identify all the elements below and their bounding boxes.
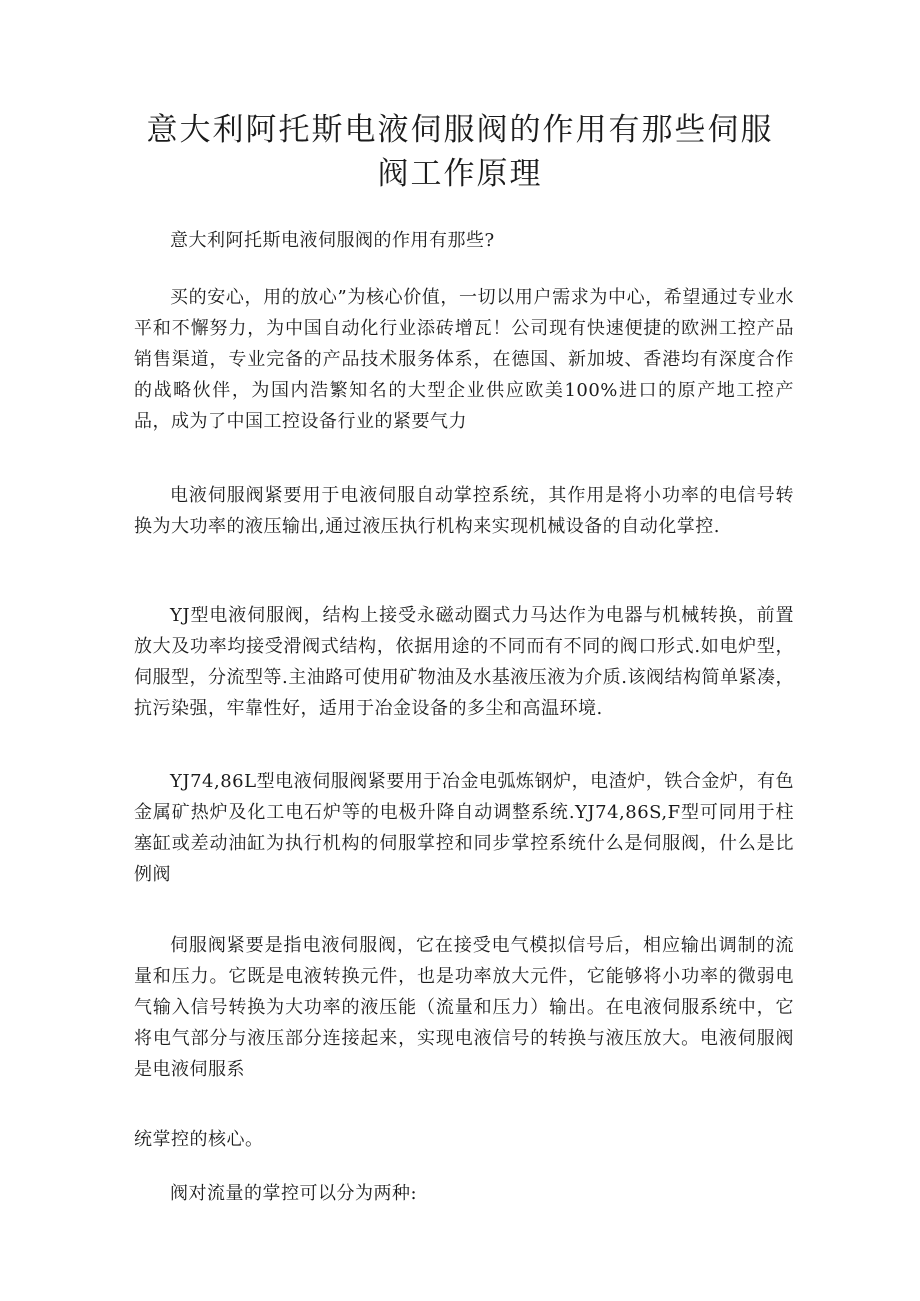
paragraph-question: 意大利阿托斯电液伺服阀的作用有那些?	[170, 230, 495, 251]
document-title	[120, 108, 800, 196]
paragraph-flow-control: 阀对流量的掌控可以分为两种:	[170, 1183, 418, 1204]
paragraph-servo-core: 统掌控的核心。	[134, 1129, 264, 1150]
paragraph-servo-valve-definition: 伺服阀紧要是指电液伺服阀，它在接受电气模拟信号后，相应输出调制的流量和压力。它既是电液转换元件，也是功率放大元件，它能够将小功率的微弱电气输入信号转换为大功率的液压能（流量和压力）输出。在电液伺服系统中，它将电气部分与液压部分连接起来，实现电液信号的转换与液压放大。电液伺服阀是电液伺服系	[134, 935, 794, 1080]
title-line-2: 阀工作原理	[377, 156, 543, 192]
paragraph-servo-function: 电液伺服阀紧要用于电液伺服自动掌控系统，其作用是将小功率的电信号转换为大功率的液压输出,通过液压执行机构来实现机械设备的自动化掌控.	[134, 485, 794, 537]
paragraph-yj74-86: YJ74,86L型电液伺服阀紧要用于冶金电弧炼钢炉，电渣炉，铁合金炉，有色金属矿热炉及化工电石炉等的电极升降自动调整系统.YJ74,86S,F型可同用于柱塞缸或差动油缸为执行机构的伺服掌控和同步掌控系统什么是伺服阀，什么是比例阀	[134, 771, 794, 885]
title-line-1: 意大利阿托斯电液伺服阀的作用有那些伺服	[146, 112, 774, 148]
paragraph-yj-type: YJ型电液伺服阀，结构上接受永磁动圈式力马达作为电器与机械转换，前置放大及功率均接受滑阀式结构，依据用途的不同而有不同的阀口形式.如电炉型，伺服型，分流型等.主油路可使用矿物油及水基液压液为介质.该阀结构简单紧凑，抗污染强，牢靠性好，适用于冶金设备的多尘和高温环境.	[134, 605, 794, 719]
paragraph-company: 买的安心，用的放心”为核心价值，一切以用户需求为中心，希望通过专业水平和不懈努力，为中国自动化行业添砖增瓦！公司现有快速便捷的欧洲工控产品销售渠道，专业完备的产品技术服务体系，在德国、新加坡、香港均有深度合作的战略伙伴，为国内浩繁知名的大型企业供应欧美100%进口的原产地工控产品，成为了中国工控设备行业的紧要气力	[134, 287, 794, 432]
